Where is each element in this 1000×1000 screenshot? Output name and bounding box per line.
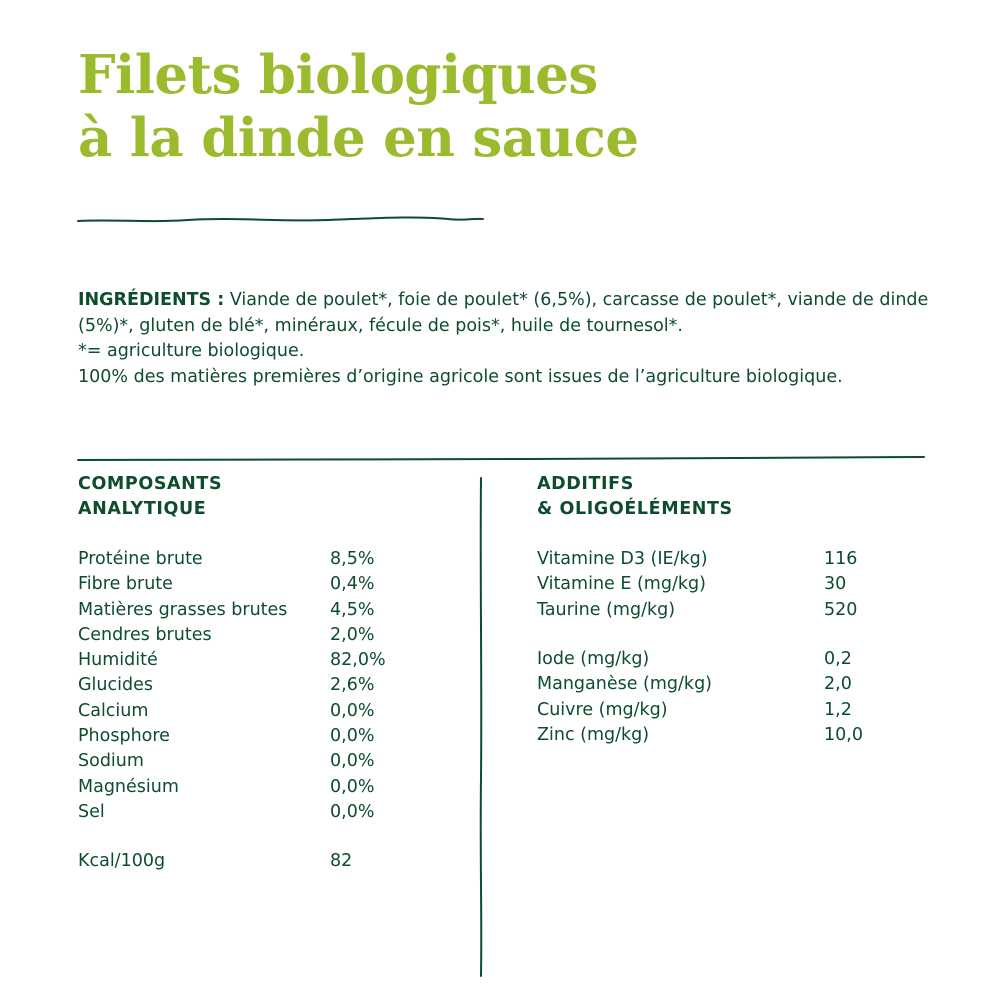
row-value: 116 — [824, 549, 858, 569]
product-title — [78, 44, 639, 170]
row-name: Glucides — [78, 675, 153, 696]
table-top-divider — [78, 452, 926, 466]
row-value: 82,0% — [330, 650, 386, 671]
row-name: Sodium — [78, 751, 144, 772]
row-value: 0,0% — [330, 801, 375, 822]
row-value: 0,0% — [330, 776, 375, 797]
row-name: Iode (mg/kg) — [537, 649, 650, 669]
row-value: 520 — [824, 599, 858, 620]
row-value: 2,0 — [824, 674, 852, 695]
row-value: 2,6% — [330, 675, 375, 696]
row-value: 2,0% — [330, 624, 375, 645]
row-value: 0,2 — [824, 649, 852, 669]
row-value: 10,0 — [824, 724, 863, 745]
ingredients-paragraph — [78, 288, 938, 339]
row-name: Zinc (mg/kg) — [537, 724, 650, 745]
row-name: Fibre brute — [78, 574, 173, 595]
additives-heading-line-2: & OLIGOÉLÉMENTS — [537, 499, 733, 519]
row-name: Magnésium — [78, 776, 179, 797]
row-name: Humidité — [78, 650, 158, 671]
ingredients-block — [78, 288, 938, 390]
row-value: 30 — [824, 574, 847, 595]
organic-statement: 100% des matières premières d’origine agricole sont issues de l’agriculture biologique. — [78, 366, 843, 387]
row-value: 0,0% — [330, 726, 375, 747]
row-name: Vitamine D3 (IE/kg) — [537, 549, 708, 569]
title-line-2: à la dinde en sauce — [78, 107, 639, 169]
row-name: Vitamine E (mg/kg) — [537, 574, 706, 595]
ingredients-text: Viande de poulet*, foie de poulet* (6,5%), carcasse de poulet*, viande de dinde (5%)*, gluten de blé*, minéraux, fécule de pois*, huile de tournesol*. — [78, 290, 929, 336]
title-divider — [78, 212, 484, 228]
row-value: 8,5% — [330, 549, 375, 569]
analytical-heading-line-2: ANALYTIQUE — [78, 499, 207, 519]
row-name: Manganèse (mg/kg) — [537, 674, 712, 695]
row-name: Taurine (mg/kg) — [537, 599, 676, 620]
energy-name: Kcal/100g — [78, 851, 166, 871]
row-name: Matières grasses brutes — [78, 599, 288, 620]
row-value: 0,4% — [330, 574, 375, 595]
energy-value: 82 — [330, 851, 353, 871]
row-value: 4,5% — [330, 599, 375, 620]
analytical-heading — [78, 472, 222, 522]
row-value: 1,2 — [824, 699, 852, 720]
title-line-1: Filets biologiques — [78, 44, 598, 106]
organic-footnote: *= agriculture biologique. — [78, 341, 305, 361]
row-name: Cuivre (mg/kg) — [537, 699, 668, 720]
analytical-heading-line-1: COMPOSANTS — [78, 474, 223, 494]
row-name: Calcium — [78, 700, 149, 721]
row-value: 0,0% — [330, 751, 375, 772]
row-value: 0,0% — [330, 700, 375, 721]
row-name: Phosphore — [78, 726, 170, 747]
column-divider — [474, 478, 488, 978]
row-name: Cendres brutes — [78, 624, 212, 645]
ingredients-label: INGRÉDIENTS : — [78, 290, 225, 310]
row-name: Protéine brute — [78, 549, 203, 569]
row-name: Sel — [78, 801, 105, 822]
additives-heading-line-1: ADDITIFS — [537, 474, 634, 494]
additives-heading — [537, 472, 733, 522]
